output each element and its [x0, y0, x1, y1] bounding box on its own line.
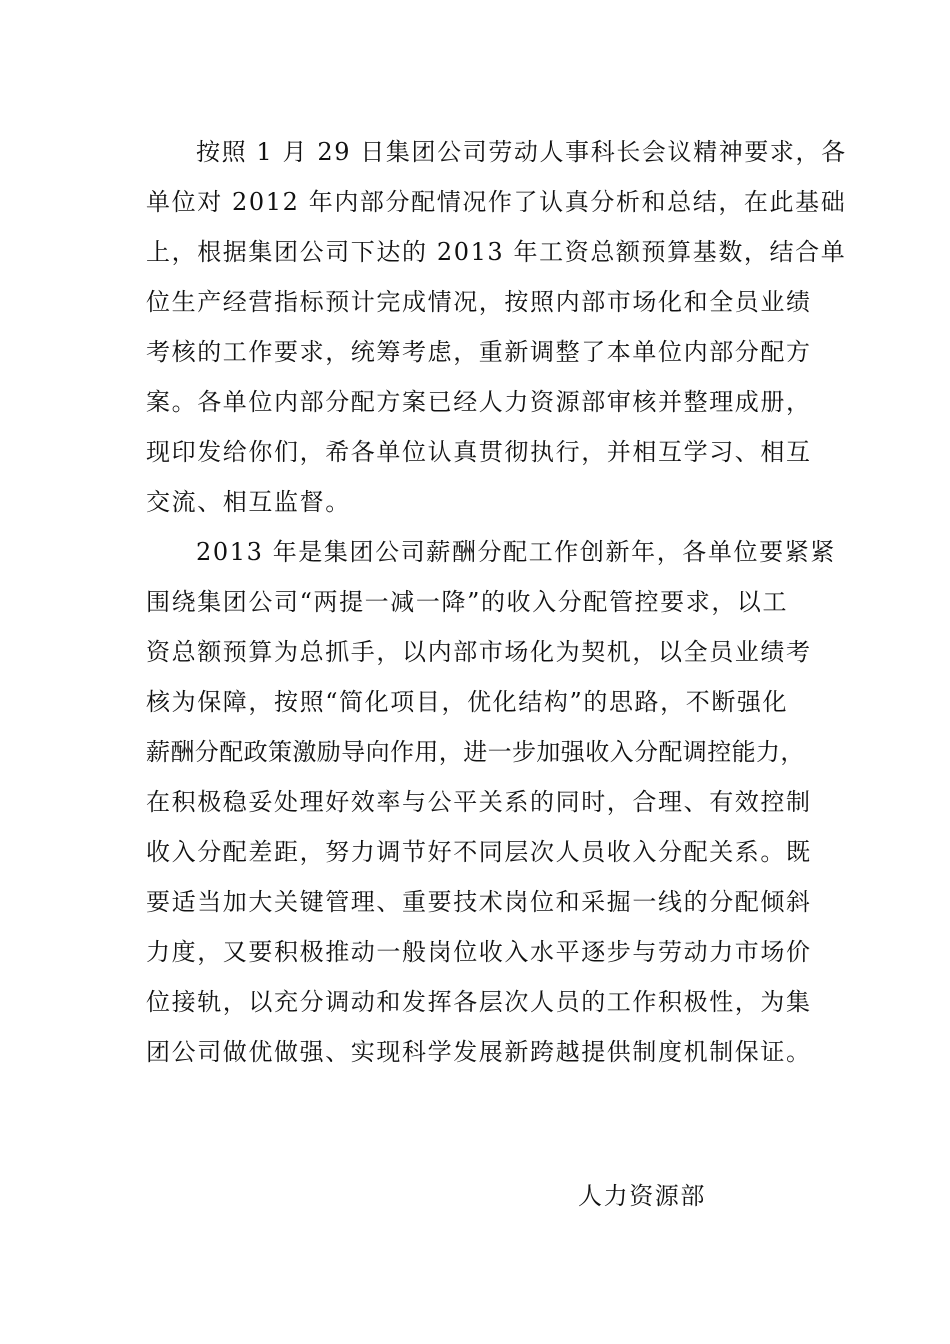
paragraph-1-line-1: 按照 1 月 29 日集团公司劳动人事科长会议精神要求，各 [196, 138, 847, 166]
paragraph-1-line-4: 位生产经营指标预计完成情况，按照内部市场化和全员业绩 [146, 288, 812, 316]
paragraph-2-line-5: 薪酬分配政策激励导向作用，进一步加强收入分配调控能力， [146, 738, 805, 766]
paragraph-1-line-8: 交流、相互监督。 [146, 488, 351, 516]
paragraph-2-line-10: 位接轨，以充分调动和发挥各层次人员的工作积极性，为集 [146, 988, 812, 1016]
paragraph-1-line-5: 考核的工作要求，统筹考虑，重新调整了本单位内部分配方 [146, 338, 812, 366]
signature-department: 人力资源部 [578, 1182, 706, 1210]
paragraph-1-line-2: 单位对 2012 年内部分配情况作了认真分析和总结，在此基础 [146, 188, 847, 216]
paragraph-2-line-8: 要适当加大关键管理、重要技术岗位和采掘一线的分配倾斜 [146, 888, 812, 916]
paragraph-1-line-6: 案。各单位内部分配方案已经人力资源部审核并整理成册， [146, 388, 812, 416]
paragraph-2-line-9: 力度，又要积极推动一般岗位收入水平逐步与劳动力市场价 [146, 938, 812, 966]
paragraph-2-line-3: 资总额预算为总抓手，以内部市场化为契机，以全员业绩考 [146, 638, 812, 666]
paragraph-2-line-6: 在积极稳妥处理好效率与公平关系的同时，合理、有效控制 [146, 788, 812, 816]
paragraph-2-line-7: 收入分配差距，努力调节好不同层次人员收入分配关系。既 [146, 838, 812, 866]
paragraph-2-line-11: 团公司做优做强、实现科学发展新跨越提供制度机制保证。 [146, 1038, 812, 1066]
paragraph-2-line-2: 围绕集团公司“两提一减一降”的收入分配管控要求，以工 [146, 588, 789, 616]
paragraph-2-line-1: 2013 年是集团公司薪酬分配工作创新年，各单位要紧紧 [196, 538, 836, 566]
paragraph-2-line-4: 核为保障，按照“简化项目，优化结构”的思路，不断强化 [146, 688, 789, 716]
paragraph-1-line-3: 上，根据集团公司下达的 2013 年工资总额预算基数，结合单 [146, 238, 847, 266]
paragraph-1-line-7: 现印发给你们，希各单位认真贯彻执行，并相互学习、相互 [146, 438, 812, 466]
